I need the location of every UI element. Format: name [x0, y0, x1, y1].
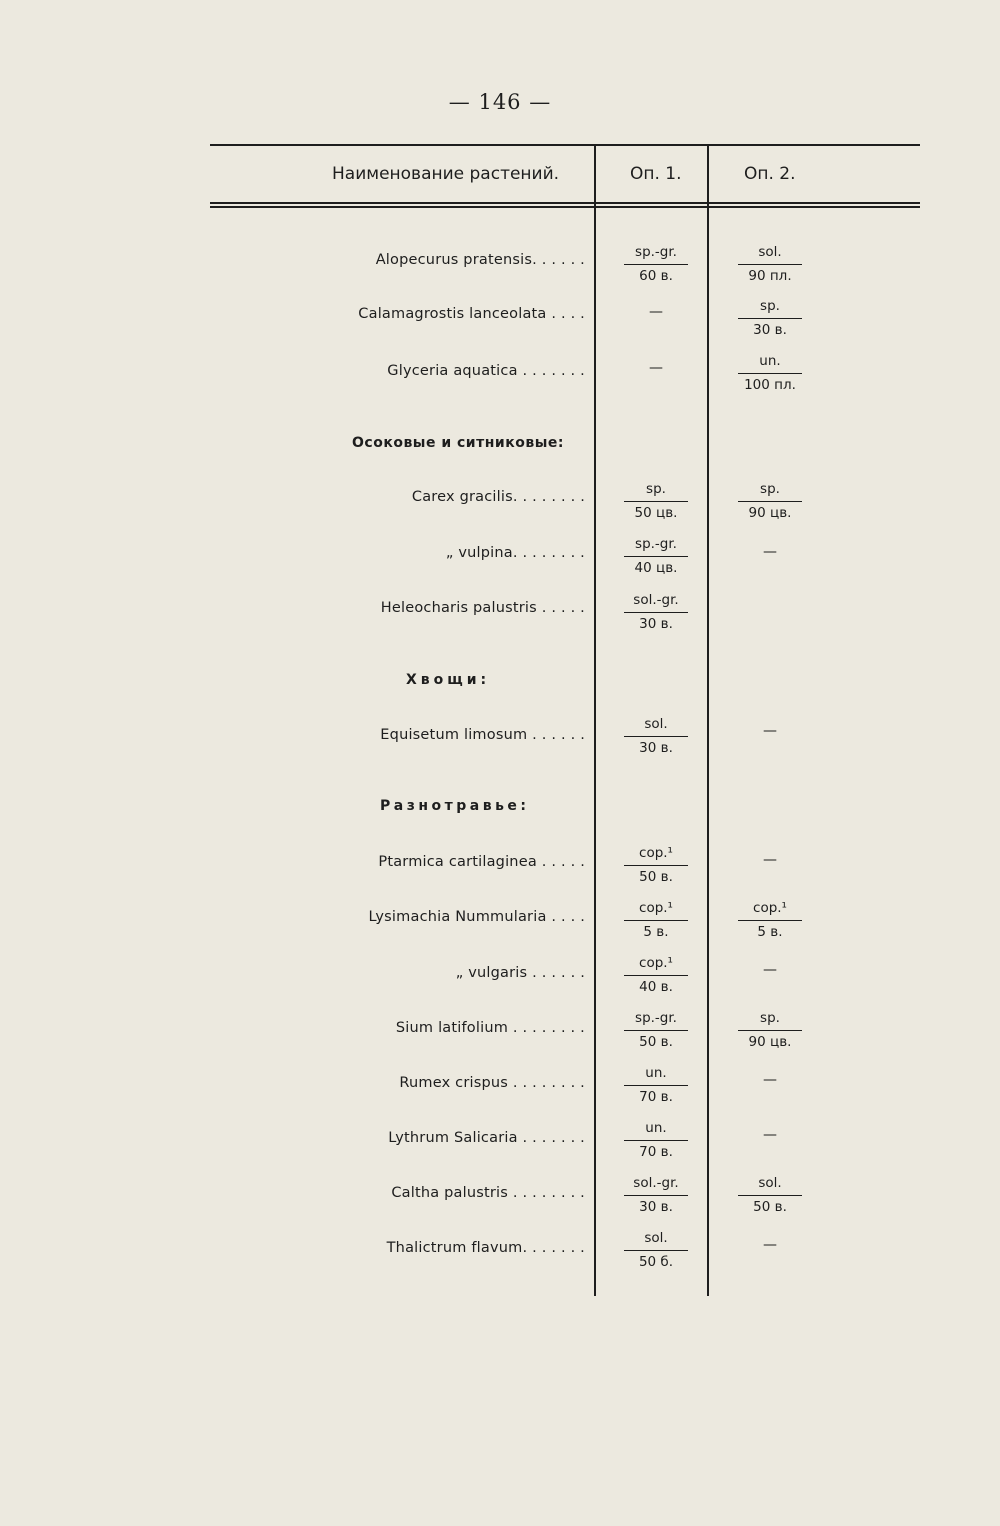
height: 5 в. — [643, 924, 669, 940]
height: 50 в. — [753, 1199, 787, 1215]
header-rule-2 — [210, 206, 920, 208]
plant-name: Ptarmica cartilaginea . . . . . — [378, 854, 585, 870]
header-op1: Оп. 1. — [630, 164, 682, 184]
op2-value — [738, 1007, 802, 1054]
height: 50 цв. — [634, 505, 678, 521]
height: 30 в. — [753, 322, 787, 338]
op2-dash: — — [763, 1127, 777, 1143]
op2-value — [738, 295, 802, 342]
op2-value — [738, 478, 802, 525]
header-rule-1 — [210, 202, 920, 204]
abundance: cop.¹ — [624, 842, 688, 866]
abundance: sp.-gr. — [624, 1007, 688, 1031]
height: 30 в. — [639, 1199, 673, 1215]
page-number: — 146 — — [448, 90, 552, 114]
height: 90 пл. — [748, 268, 792, 284]
abundance: un. — [738, 350, 802, 374]
plant-name: Lythrum Salicaria . . . . . . . — [388, 1130, 585, 1146]
op1-dash: — — [649, 304, 663, 320]
op2-value — [738, 241, 802, 288]
abundance: sp.-gr. — [624, 533, 688, 557]
column-divider-1 — [594, 146, 596, 1296]
height: 60 в. — [639, 268, 673, 284]
op1-value — [624, 478, 688, 525]
plant-name: „ vulgaris . . . . . . — [455, 965, 585, 981]
abundance: cop.¹ — [738, 897, 802, 921]
plant-name: Rumex crispus . . . . . . . . — [399, 1075, 585, 1091]
height: 5 в. — [757, 924, 783, 940]
op2-dash: — — [763, 544, 777, 560]
top-rule — [210, 144, 920, 146]
op2-dash: — — [763, 962, 777, 978]
op2-value — [738, 1172, 802, 1219]
abundance: sol. — [738, 1172, 802, 1196]
height: 50 в. — [639, 1034, 673, 1050]
height: 30 в. — [639, 740, 673, 756]
op1-value — [624, 713, 688, 760]
op1-value — [624, 952, 688, 999]
plant-name: Heleocharis palustris . . . . . — [380, 600, 585, 616]
abundance: sol. — [624, 1227, 688, 1251]
op2-value — [738, 897, 802, 944]
abundance: un. — [624, 1117, 688, 1141]
plant-name: Lysimachia Nummularia . . . . — [368, 909, 585, 925]
plant-name: „ vulpina. . . . . . . . — [445, 545, 585, 561]
section-heading-sedges: Осоковые и ситниковые: — [352, 435, 564, 451]
op1-value — [624, 533, 688, 580]
section-heading-horsetails: Хвощи: — [406, 672, 491, 688]
op1-value — [624, 1117, 688, 1164]
op1-value — [624, 241, 688, 288]
op2-dash: — — [763, 723, 777, 739]
plant-name: Glyceria aquatica . . . . . . . — [387, 363, 585, 379]
plant-name: Calamagrostis lanceolata . . . . — [358, 306, 585, 322]
header-op2: Оп. 2. — [744, 164, 796, 184]
abundance: sp. — [738, 295, 802, 319]
plant-name: Alopecurus pratensis. . . . . . — [375, 252, 585, 268]
op2-dash: — — [763, 852, 777, 868]
height: 40 в. — [639, 979, 673, 995]
abundance: sp. — [738, 478, 802, 502]
op1-dash: — — [649, 360, 663, 376]
plant-name: Thalictrum flavum. . . . . . . — [386, 1240, 585, 1256]
height: 70 в. — [639, 1089, 673, 1105]
abundance: un. — [624, 1062, 688, 1086]
op1-value — [624, 1172, 688, 1219]
abundance: sol. — [738, 241, 802, 265]
op1-value — [624, 842, 688, 889]
height: 100 пл. — [744, 377, 796, 393]
height: 70 в. — [639, 1144, 673, 1160]
column-divider-2 — [707, 146, 709, 1296]
abundance: sp. — [738, 1007, 802, 1031]
abundance: sol.-gr. — [624, 1172, 688, 1196]
op1-value — [624, 1007, 688, 1054]
plant-name: Carex gracilis. . . . . . . . — [411, 489, 585, 505]
op2-value — [738, 350, 802, 397]
plant-name: Equisetum limosum . . . . . . — [380, 727, 585, 743]
abundance: sol. — [624, 713, 688, 737]
op1-value — [624, 589, 688, 636]
header-name: Наименование растений. — [332, 164, 560, 184]
section-heading-herbs: Разнотравье: — [380, 798, 530, 814]
abundance: sp. — [624, 478, 688, 502]
height: 90 цв. — [748, 505, 792, 521]
height: 30 в. — [639, 616, 673, 632]
abundance: sol.-gr. — [624, 589, 688, 613]
op1-value — [624, 897, 688, 944]
op2-dash: — — [763, 1237, 777, 1253]
abundance: cop.¹ — [624, 897, 688, 921]
height: 90 цв. — [748, 1034, 792, 1050]
plant-name: Caltha palustris . . . . . . . . — [391, 1185, 585, 1201]
height: 50 в. — [639, 869, 673, 885]
height: 50 б. — [638, 1254, 674, 1270]
abundance: sp.-gr. — [624, 241, 688, 265]
plant-name: Sium latifolium . . . . . . . . — [395, 1020, 585, 1036]
op2-dash: — — [763, 1072, 777, 1088]
abundance: cop.¹ — [624, 952, 688, 976]
height: 40 цв. — [634, 560, 678, 576]
op1-value — [624, 1227, 688, 1274]
op1-value — [624, 1062, 688, 1109]
